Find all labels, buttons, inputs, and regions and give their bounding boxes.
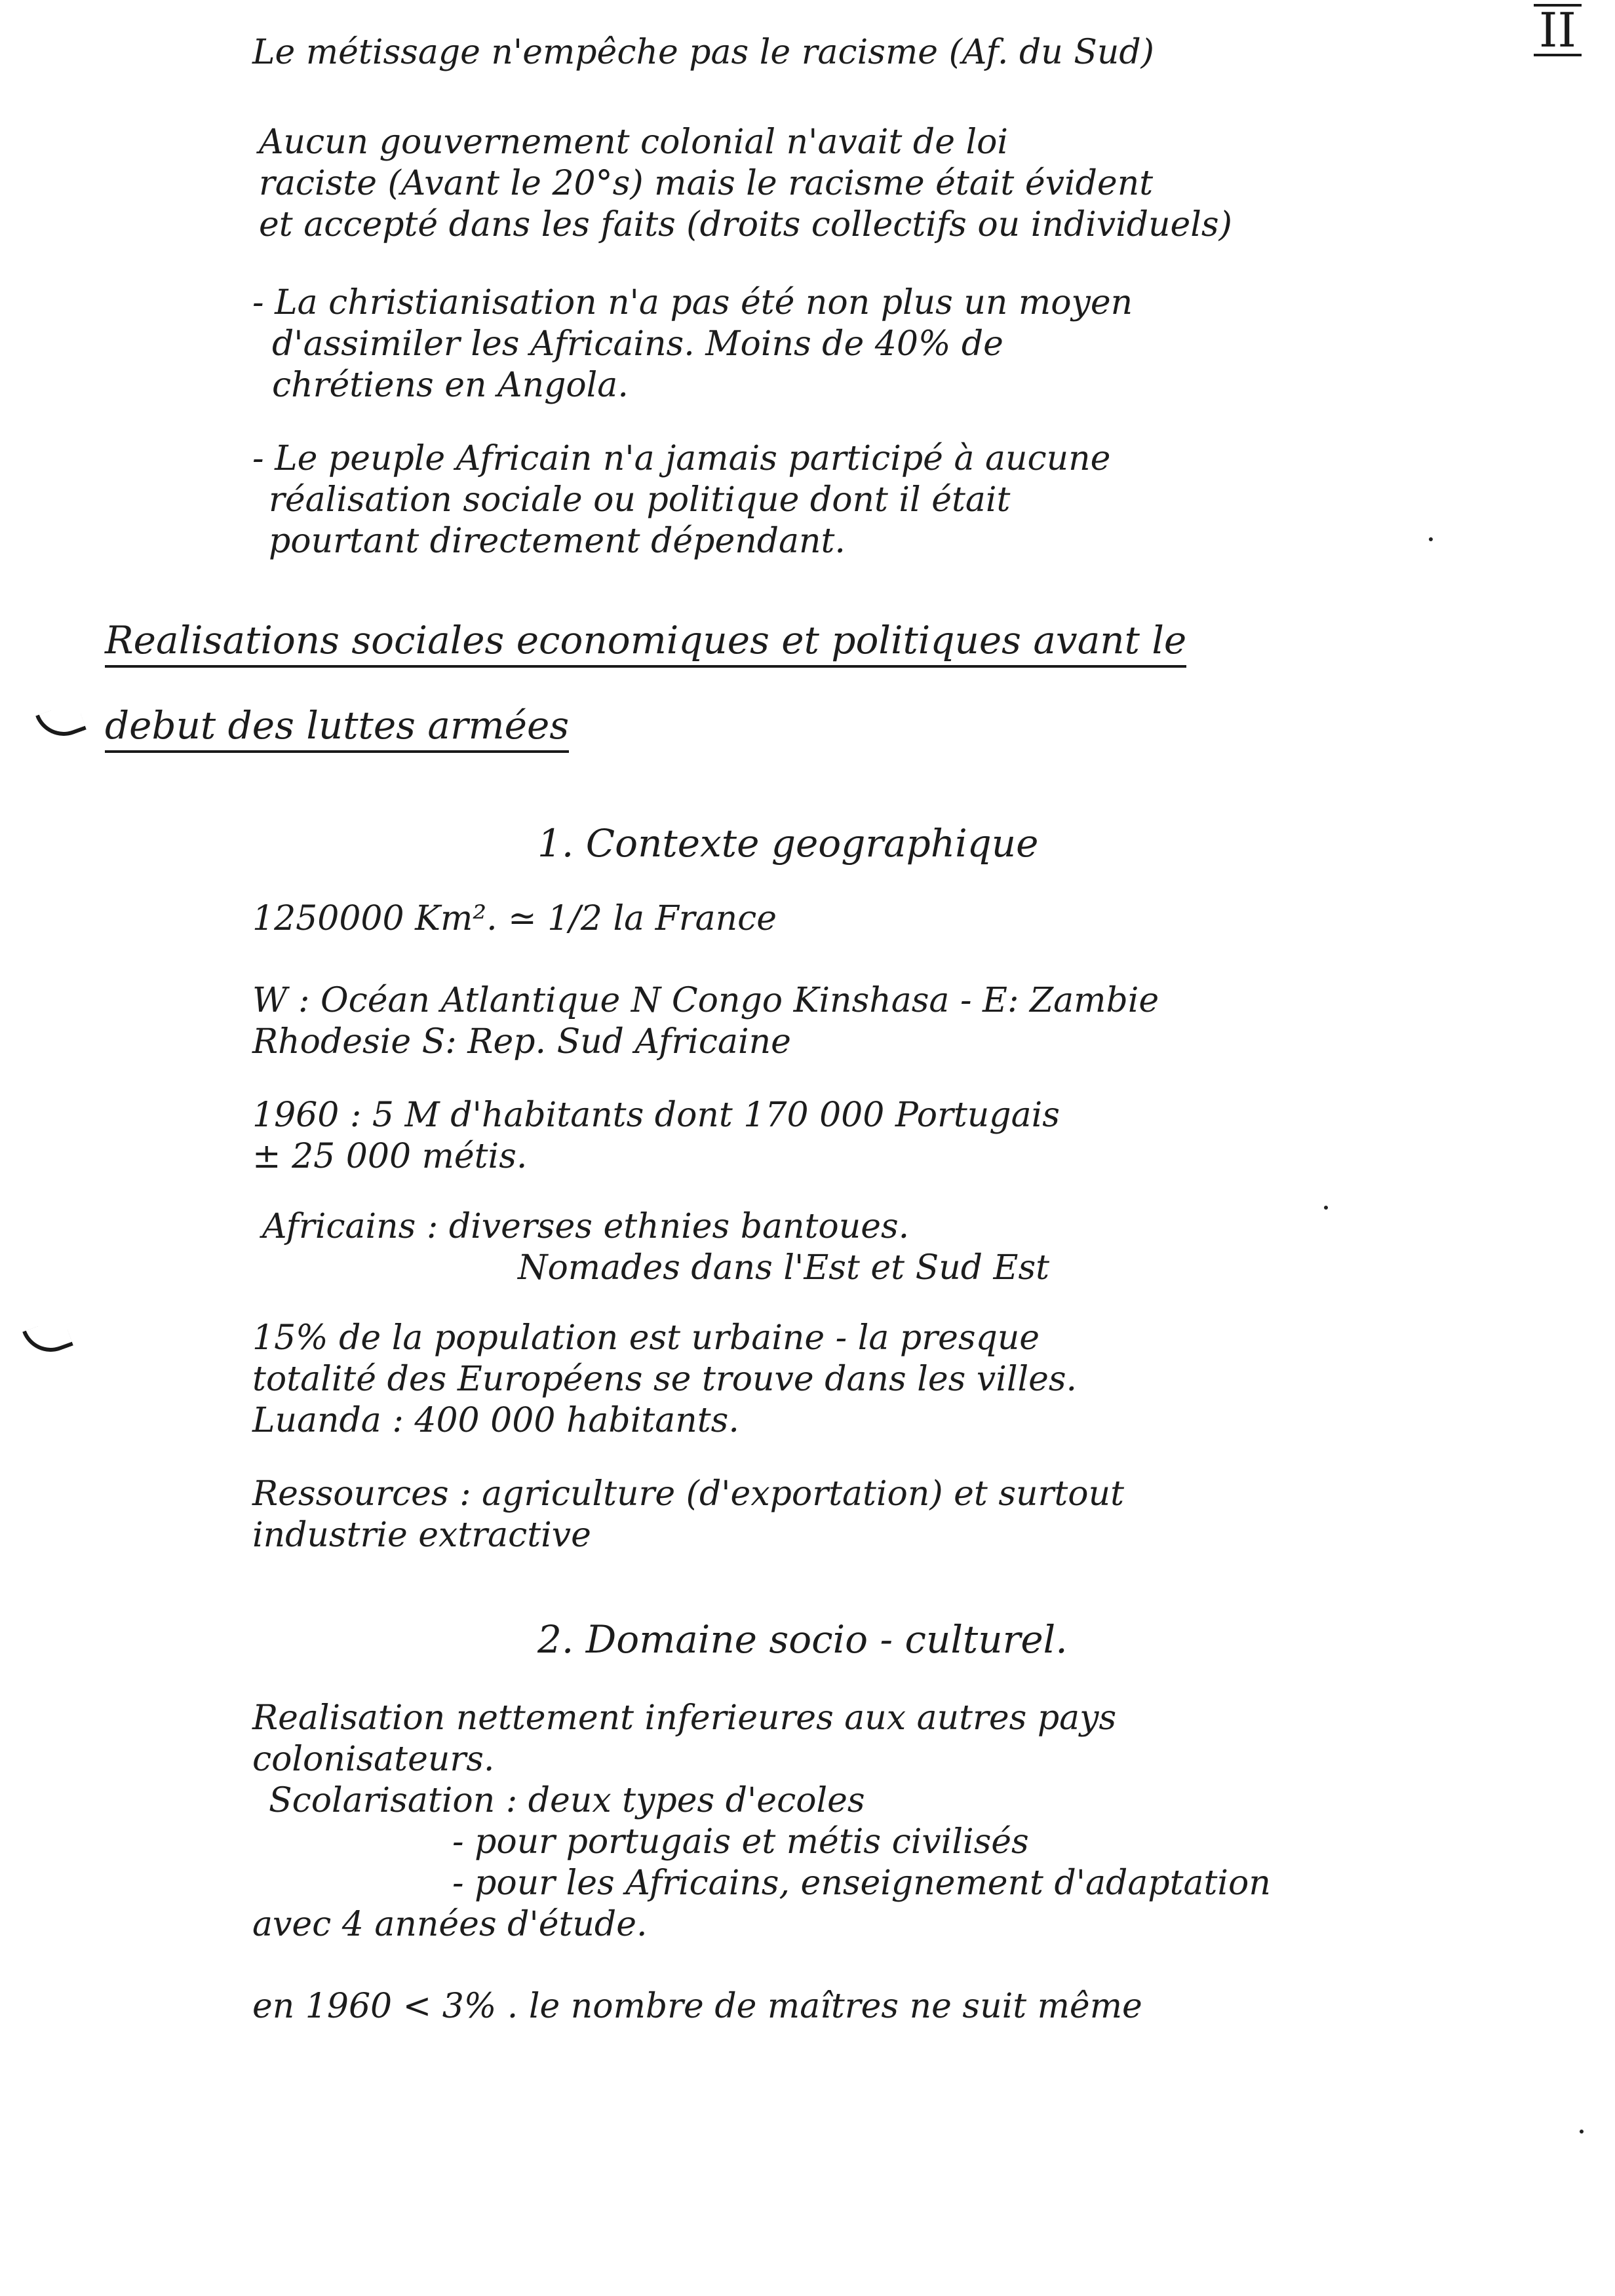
intro-line: - Le peuple Africain n'a jamais participé à aucune: [252, 439, 1111, 478]
intro-line: raciste (Avant le 20°s) mais le racisme était évident: [259, 164, 1154, 203]
body-line: W : Océan Atlantique N Congo Kinshasa - E: Zambie: [252, 981, 1159, 1020]
section-title: 1. Contexte geographique: [537, 821, 1039, 866]
intro-line: - La christianisation n'a pas été non plus un moyen: [252, 283, 1133, 322]
section-heading: Realisations sociales economiques et politiques avant le: [105, 619, 1186, 668]
punch-hole-mark: [35, 701, 87, 744]
body-line: Rhodesie S: Rep. Sud Africaine: [252, 1022, 791, 1062]
body-line: Realisation nettement inferieures aux autres pays: [252, 1698, 1117, 1738]
body-line: Scolarisation : deux types d'ecoles: [269, 1781, 865, 1820]
body-line: - pour portugais et métis civilisés: [452, 1822, 1029, 1862]
intro-line: et accepté dans les faits (droits collectifs ou individuels): [259, 205, 1232, 244]
body-line: avec 4 années d'étude.: [252, 1905, 648, 1944]
body-line: - pour les Africains, enseignement d'adaptation: [452, 1864, 1271, 1903]
intro-line: Aucun gouvernement colonial n'avait de loi: [259, 123, 1009, 162]
page-number-mark: II: [1534, 4, 1582, 56]
body-line: Ressources : agriculture (d'exportation) et surtout: [252, 1474, 1124, 1514]
intro-line: réalisation sociale ou politique dont il était: [269, 480, 1011, 520]
intro-line: Le métissage n'empêche pas le racisme (Af. du Sud): [252, 33, 1154, 72]
body-line: 1960 : 5 M d'habitants dont 170 000 Portugais: [252, 1096, 1060, 1135]
ink-speck: [1324, 1206, 1328, 1210]
body-line: 15% de la population est urbaine - la presque: [252, 1318, 1040, 1358]
body-line: Africains : diverses ethnies bantoues.: [262, 1207, 910, 1246]
section-heading: debut des luttes armées: [105, 704, 569, 753]
body-line: totalité des Européens se trouve dans les villes.: [252, 1360, 1078, 1399]
section-title: 2. Domaine socio - culturel.: [537, 1617, 1068, 1662]
intro-line: pourtant directement dépendant.: [269, 522, 846, 561]
ink-speck: [1429, 537, 1433, 541]
body-line: en 1960 < 3% . le nombre de maîtres ne suit même: [252, 1987, 1142, 2026]
body-line: industrie extractive: [252, 1516, 591, 1555]
body-line: colonisateurs.: [252, 1740, 495, 1779]
body-line: ± 25 000 métis.: [252, 1137, 528, 1176]
punch-hole-mark: [22, 1317, 73, 1360]
intro-line: chrétiens en Angola.: [272, 366, 629, 405]
intro-line: d'assimiler les Africains. Moins de 40% de: [272, 324, 1003, 364]
body-line: 1250000 Km². ≃ 1/2 la France: [252, 899, 777, 938]
body-line: Luanda : 400 000 habitants.: [252, 1401, 739, 1440]
ink-speck: [1580, 2130, 1584, 2133]
body-line: Nomades dans l'Est et Sud Est: [518, 1248, 1050, 1288]
